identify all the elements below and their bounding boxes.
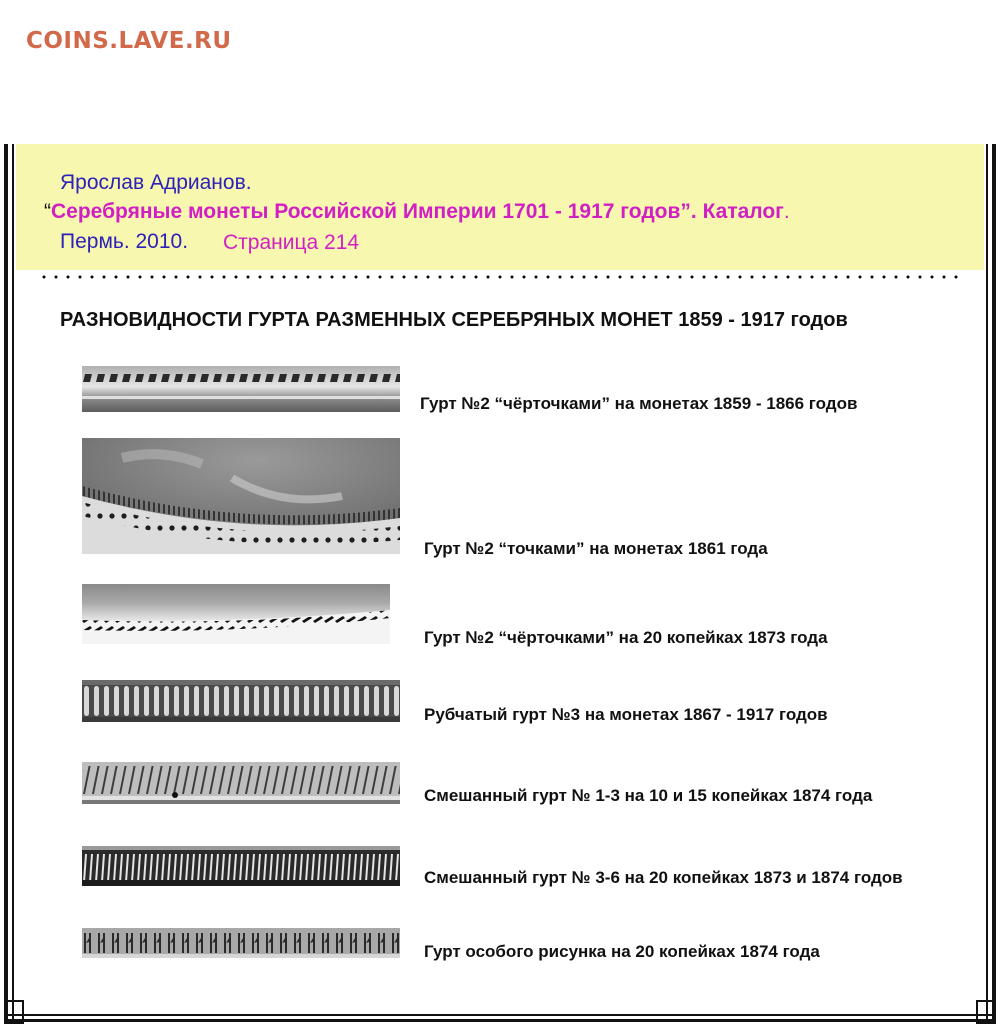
open-quote: “ — [44, 200, 51, 223]
coin-edge-photo-4 — [82, 680, 400, 722]
coin-edge-photo-2 — [82, 438, 400, 554]
title-end: . — [783, 200, 790, 223]
book-title-text: Серебряные монеты Российской Империи 1701 - 1917 годов”. Каталог — [51, 200, 784, 223]
caption-5: Смешанный гурт № 1-3 на 10 и 15 копейках 1874 года — [424, 786, 873, 805]
caption-4: Рубчатый гурт №3 на монетах 1867 - 1917 годов — [424, 705, 828, 724]
coin-edge-photo-3 — [82, 584, 390, 644]
dotted-divider — [38, 274, 962, 280]
coin-edge-photo-1 — [82, 366, 400, 412]
caption-3: Гурт №2 “чёрточками” на 20 копейках 1873 года — [424, 628, 828, 647]
coin-edge-photo-5 — [82, 762, 400, 804]
page-number: Страница 214 — [223, 231, 360, 254]
city-year: Пермь. 2010. — [60, 230, 189, 253]
section-heading: РАЗНОВИДНОСТИ ГУРТА РАЗМЕННЫХ СЕРЕБРЯНЫХ МОНЕТ 1859 - 1917 годов — [60, 309, 848, 331]
caption-6: Смешанный гурт № 3-6 на 20 копейках 1873 и 1874 годов — [424, 868, 903, 887]
book-title — [44, 200, 790, 224]
caption-7: Гурт особого рисунка на 20 копейках 1874 года — [424, 942, 820, 961]
coin-edge-photo-7 — [82, 928, 400, 958]
caption-1: Гурт №2 “чёрточками” на монетах 1859 - 1866 годов — [420, 394, 858, 413]
coin-edge-photo-6 — [82, 846, 400, 886]
caption-2: Гурт №2 “точками” на монетах 1861 года — [424, 539, 768, 558]
watermark: COINS.LAVE.RU — [26, 28, 232, 54]
author: Ярослав Адрианов. — [60, 171, 252, 194]
